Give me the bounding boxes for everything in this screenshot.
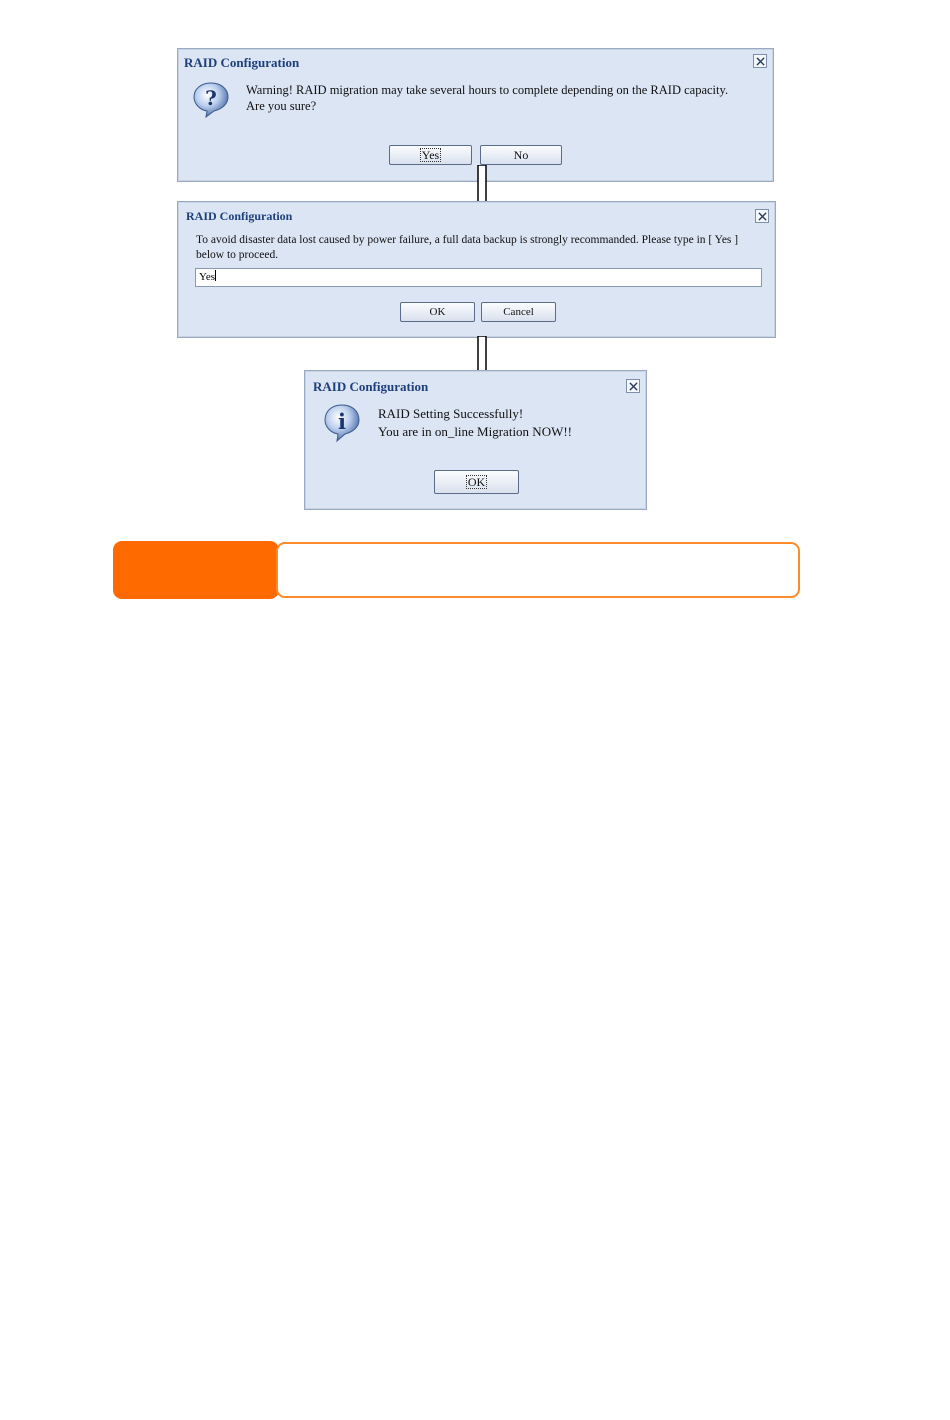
cancel-button-label: Cancel <box>503 306 534 318</box>
cancel-button[interactable] <box>481 302 556 322</box>
raid-success-dialog <box>304 370 647 510</box>
close-icon <box>629 382 638 391</box>
ok-button-label: OK <box>429 306 446 318</box>
dialog-message-line2: Are you sure? <box>246 99 317 113</box>
text-cursor <box>215 270 216 281</box>
svg-text:i: i <box>338 409 346 434</box>
confirmation-text-input[interactable] <box>195 268 762 287</box>
ok-button[interactable] <box>400 302 475 322</box>
dialog-title: RAID Configuration <box>186 209 293 223</box>
dialog-message-line2: below to proceed. <box>196 249 279 261</box>
yes-button[interactable] <box>389 145 472 165</box>
dialog-message-line1: To avoid disaster data lost caused by power failure, a full data backup is strongly recommanded. Please type in [ Yes ] <box>196 234 739 246</box>
close-icon <box>758 212 767 221</box>
close-icon <box>756 57 765 66</box>
note-label-tab <box>113 541 279 599</box>
close-button[interactable] <box>755 209 769 223</box>
ok-button[interactable] <box>434 470 519 494</box>
svg-text:?: ? <box>205 86 217 110</box>
dialog-title: RAID Configuration <box>313 379 429 394</box>
question-icon <box>192 81 230 119</box>
confirmation-input-value: Yes <box>199 271 216 283</box>
no-button[interactable] <box>480 145 562 165</box>
backup-confirm-dialog <box>177 201 776 338</box>
note-callout-box <box>276 542 800 598</box>
close-button[interactable] <box>626 379 640 393</box>
confirm-migration-dialog <box>177 48 774 182</box>
yes-button-label: Yes <box>421 148 440 162</box>
ok-button-label: OK <box>467 475 486 489</box>
dialog-message-line1: RAID Setting Successfully! <box>378 406 524 421</box>
info-icon <box>323 403 361 443</box>
no-button-label: No <box>513 147 529 162</box>
close-button[interactable] <box>753 54 767 68</box>
dialog-message-line1: Warning! RAID migration may take several hours to complete depending on the RAID capacity. <box>246 83 729 97</box>
dialog-title: RAID Configuration <box>184 55 300 70</box>
dialog-message-line2: You are in on_line Migration NOW!! <box>378 424 573 439</box>
